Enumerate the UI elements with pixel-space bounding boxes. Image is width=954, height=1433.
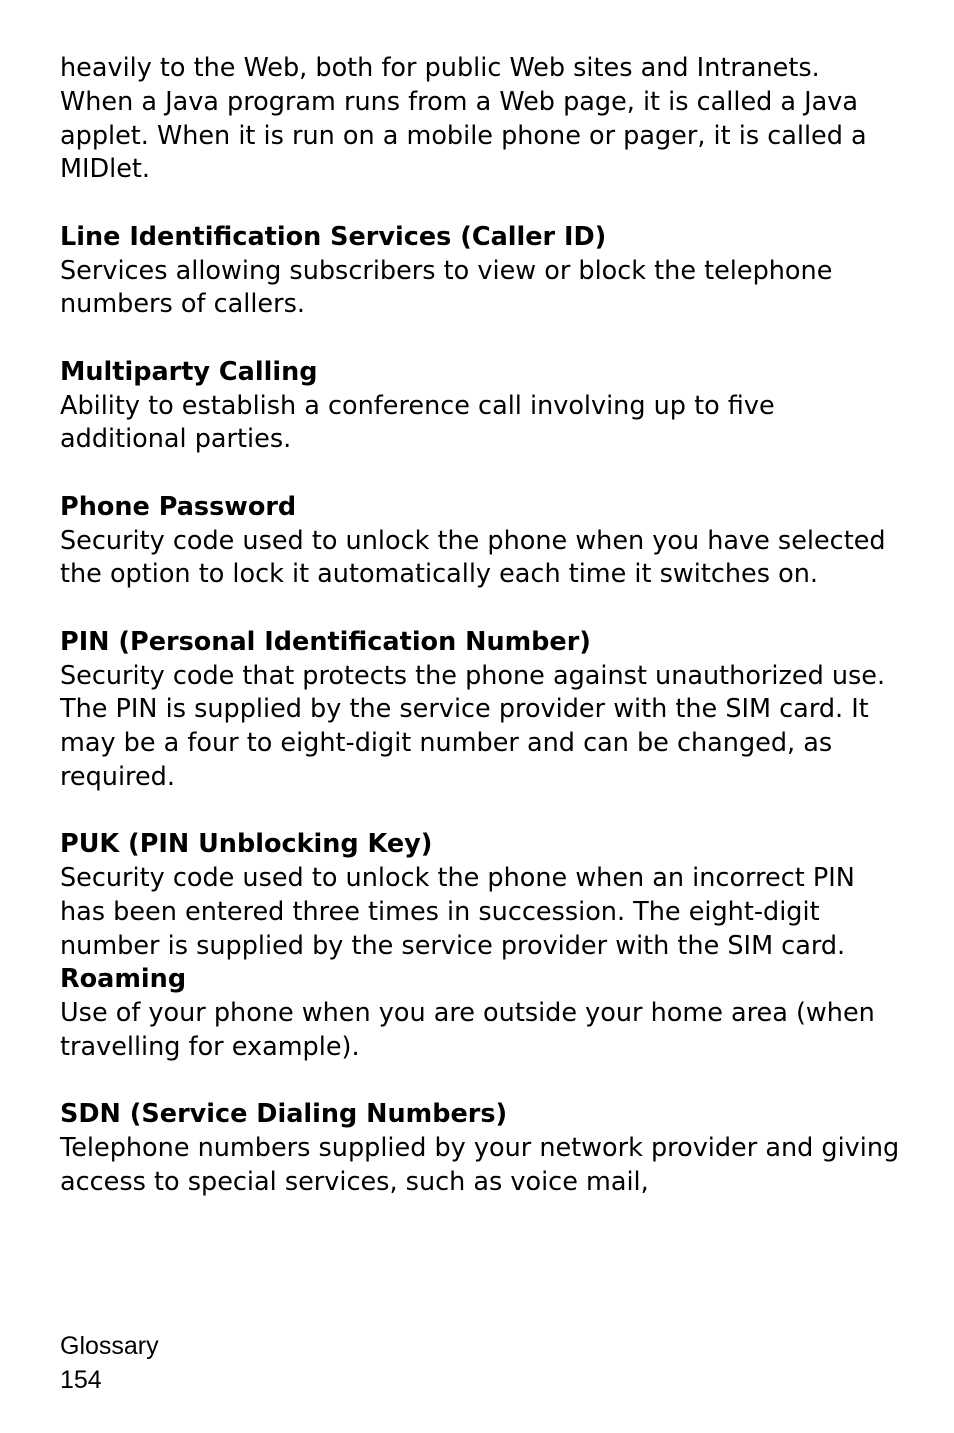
page-number: 154: [60, 1365, 102, 1394]
glossary-definition: Ability to establish a conference call involving up to five additional parties.: [60, 390, 775, 455]
glossary-definition: Telephone numbers supplied by your network provider and giving access to special services, such as voice mail,: [60, 1133, 900, 1197]
glossary-entry-caller-id: [60, 221, 900, 322]
glossary-term: Multiparty Calling: [60, 356, 318, 387]
footer-section-title: Glossary: [60, 1332, 159, 1360]
glossary-entry-puk: [60, 828, 900, 963]
glossary-term: SDN (Service Dialing Numbers): [60, 1099, 508, 1130]
glossary-term: Line Identification Services (Caller ID): [60, 221, 607, 252]
glossary-entry-phone-password: [60, 491, 900, 592]
glossary-definition: Security code used to unlock the phone when an incorrect PIN has been entered three times in succession. The eight-digit number is supplied by the service provider with the SIM card.: [60, 863, 855, 961]
glossary-term: Roaming: [60, 964, 187, 995]
intro-paragraph: heavily to the Web, both for public Web sites and Intranets. When a Java program runs from a Web page, it is called a Java applet. When it is run on a mobile phone or pager, it is called a MIDlet.: [60, 53, 867, 185]
glossary-term: Phone Password: [60, 491, 297, 522]
glossary-definition: Security code that protects the phone against unauthorized use. The PIN is supplied by the service provider with the SIM card. It may be a four to eight-digit number and can be changed, as required.: [60, 660, 886, 792]
page-footer: [60, 1330, 159, 1398]
glossary-entry-multiparty-calling: [60, 356, 900, 457]
glossary-entry-roaming: [60, 963, 900, 1064]
glossary-page: [60, 52, 900, 1200]
glossary-term: PUK (PIN Unblocking Key): [60, 829, 433, 860]
glossary-term: PIN (Personal Identification Number): [60, 626, 591, 657]
glossary-definition: Security code used to unlock the phone when you have selected the option to lock it automatically each time it switches on.: [60, 525, 886, 590]
glossary-definition: Services allowing subscribers to view or block the telephone numbers of callers.: [60, 255, 833, 320]
glossary-entry-sdn: [60, 1098, 900, 1199]
glossary-definition: Use of your phone when you are outside your home area (when travelling for example).: [60, 998, 875, 1062]
glossary-entry-pin: [60, 626, 900, 795]
